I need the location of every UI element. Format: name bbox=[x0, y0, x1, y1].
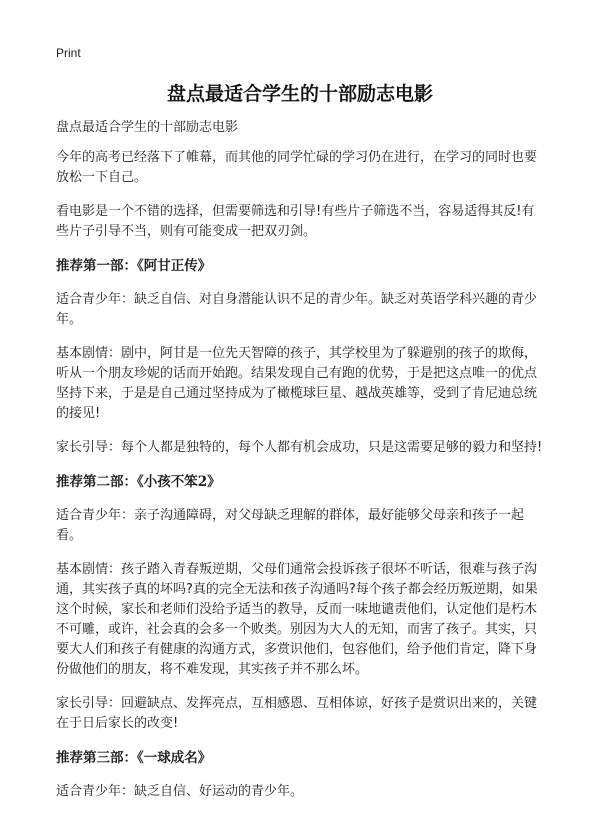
section-audience: 适合青少年：缺乏自信、对自身潜能认识不足的青少年。缺乏对英语学科兴趣的青少年。 bbox=[56, 292, 538, 327]
intro-paragraph: 今年的高考已经落下了帷幕，而其他的同学忙碌的学习仍在进行，在学习的同时也要放松一下自己。 bbox=[56, 150, 538, 185]
page-title: 盘点最适合学生的十部励志电影 bbox=[166, 83, 433, 105]
intro-subtitle: 盘点最适合学生的十部励志电影 bbox=[56, 120, 239, 135]
section-plot: 基本剧情：孩子踏入青春叛逆期，父母们通常会投诉孩子很坏不听话，很难与孩子沟通，其实孩子真的坏吗?真的完全无法和孩子沟通吗?每个孩子都会经历叛逆期，如果这个时候，家长和老师们没给予适当的教导，反而一味地谴责他们，认定他们是朽木不可雕，或许，社会真的会多一个败类。别因为大人的无知，而害了孩子。其实，只要大人们和孩子有健康的沟通方式，多赏识他们，包容他们，给予他们肯定，降下身份做他们的朋友，将不难发现，其实孩子并不那么坏。 bbox=[56, 562, 538, 677]
print-label: Print bbox=[56, 46, 81, 60]
intro-paragraph: 看电影是一个不错的选择，但需要筛选和引导!有些片子筛选不当，容易适得其反!有些片子引导不当，则有可能变成一把双刃剑。 bbox=[56, 204, 535, 239]
section-audience: 适合青少年：缺乏自信、好运动的青少年。 bbox=[56, 784, 304, 799]
section-audience: 适合青少年：亲子沟通障碍，对父母缺乏理解的群体，最好能够父母亲和孩子一起看。 bbox=[56, 508, 525, 543]
section-heading-3: 推荐第三部：《一球成名》 bbox=[56, 750, 212, 766]
section-heading-1: 推荐第一部：《阿甘正传》 bbox=[56, 258, 212, 274]
article-body bbox=[56, 118, 546, 816]
section-heading-2: 推荐第二部：《小孩不笨2》 bbox=[56, 474, 221, 490]
section-guide: 家长引导：回避缺点、发挥亮点，互相感恩、互相体谅，好孩子是赏识出来的，关键在于日后家长的改变! bbox=[56, 696, 538, 731]
section-guide: 家长引导：每个人都是独特的，每个人都有机会成功，只是这需要足够的毅力和坚持! bbox=[56, 440, 543, 455]
section-plot: 基本剧情：剧中，阿甘是一位先天智障的孩子，其学校里为了躲避别的孩子的欺侮，听从一个朋友珍妮的话而开始跑。结果发现自己有跑的优势，于是把这点唯一的优点坚持下来，于是是自己通过坚持成为了橄榄球巨星、越战英雄等，受到了肯尼迪总统的接见! bbox=[56, 346, 538, 421]
